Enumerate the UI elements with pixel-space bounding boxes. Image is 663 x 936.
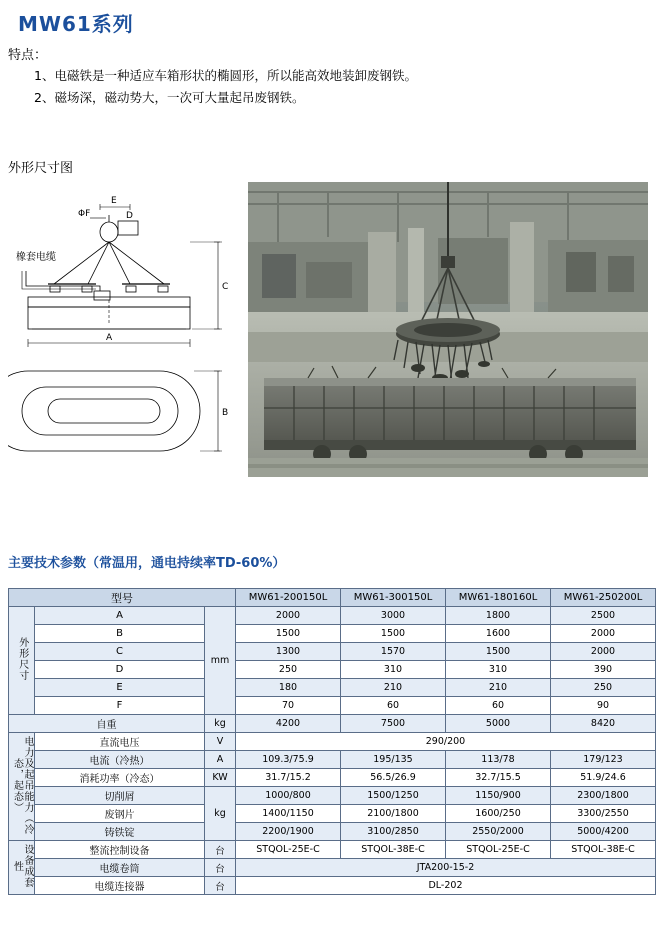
cell-value: STQOL-25E-C: [236, 841, 341, 859]
row-name: 消耗功率（冷态）: [35, 769, 205, 787]
cell-value: 4200: [236, 715, 341, 733]
cell-value: 2550/2000: [446, 823, 551, 841]
drawing-label-D: D: [126, 211, 133, 221]
group-label-accessories: 设备成套性: [9, 841, 35, 895]
cell-value: 56.5/26.9: [341, 769, 446, 787]
cell-value: 1800: [446, 607, 551, 625]
drawing-label-E: E: [111, 196, 117, 206]
cell-value: 2000: [551, 643, 656, 661]
cell-value: 1600: [446, 625, 551, 643]
cell-value: 109.3/75.9: [236, 751, 341, 769]
row-unit: A: [205, 751, 236, 769]
features-label: 特点：: [8, 48, 48, 63]
row-name: 自重: [9, 715, 205, 733]
cell-value: 2000: [236, 607, 341, 625]
table-row: [9, 805, 656, 823]
cell-value: 250: [236, 661, 341, 679]
cell-value: 60: [341, 697, 446, 715]
cell-value: 60: [446, 697, 551, 715]
row-name: 直流电压: [35, 733, 205, 751]
row-name: 铸铁锭: [35, 823, 205, 841]
row-name: 整流控制设备: [35, 841, 205, 859]
table-row: [9, 823, 656, 841]
specs-heading: 主要技术参数（常温用，通电持续率TD-60%）: [8, 556, 286, 571]
page-title: MW61系列: [18, 12, 134, 36]
table-row: [9, 679, 656, 697]
cell-value-merged: 290/200: [236, 733, 656, 751]
cell-value: 1500: [236, 625, 341, 643]
row-unit: kg: [205, 715, 236, 733]
row-name: B: [35, 625, 205, 643]
feature-item: 1、电磁铁是一种适应车箱形状的椭圆形，所以能高效地装卸废钢铁。: [34, 68, 417, 83]
dimension-drawing: [8, 185, 238, 475]
cell-value: 1500: [446, 643, 551, 661]
cell-value: 32.7/15.5: [446, 769, 551, 787]
cell-value: 1300: [236, 643, 341, 661]
row-unit: mm: [205, 607, 236, 715]
drawing-label-cable: 橡套电缆: [16, 252, 56, 263]
cell-value: 1570: [341, 643, 446, 661]
row-unit: KW: [205, 769, 236, 787]
row-name: 电缆连接器: [35, 877, 205, 895]
cell-value: 1500: [341, 625, 446, 643]
cell-value: 2500: [551, 607, 656, 625]
row-name: A: [35, 607, 205, 625]
cell-value: 180: [236, 679, 341, 697]
cell-value: 2200/1900: [236, 823, 341, 841]
cell-value: STQOL-38E-C: [341, 841, 446, 859]
header-model-4: MW61-250200L: [551, 589, 656, 607]
cell-value: 2300/1800: [551, 787, 656, 805]
table-row: [9, 733, 656, 751]
cell-value: 3000: [341, 607, 446, 625]
cell-value-merged: JTA200-15-2: [236, 859, 656, 877]
table-row: [9, 715, 656, 733]
cell-value: 70: [236, 697, 341, 715]
drawing-label-F: ΦF: [78, 209, 91, 219]
cell-value: 8420: [551, 715, 656, 733]
table-row: [9, 697, 656, 715]
row-name: 切削屑: [35, 787, 205, 805]
row-name: 废钢片: [35, 805, 205, 823]
cell-value: 310: [341, 661, 446, 679]
cell-value: 195/135: [341, 751, 446, 769]
spec-table: [8, 588, 656, 895]
row-unit: 台: [205, 859, 236, 877]
table-row: [9, 661, 656, 679]
photo-svg: [248, 182, 648, 477]
row-unit: 台: [205, 877, 236, 895]
cell-value: 210: [446, 679, 551, 697]
row-name: 电流（冷热）: [35, 751, 205, 769]
cell-value: 2000: [551, 625, 656, 643]
row-unit: kg: [205, 787, 236, 841]
cell-value: 7500: [341, 715, 446, 733]
cell-value: 113/78: [446, 751, 551, 769]
row-name: 电缆卷筒: [35, 859, 205, 877]
cell-value: 31.7/15.2: [236, 769, 341, 787]
cell-value-merged: DL-202: [236, 877, 656, 895]
cell-value: 1500/1250: [341, 787, 446, 805]
row-name: E: [35, 679, 205, 697]
cell-value: 51.9/24.6: [551, 769, 656, 787]
row-name: C: [35, 643, 205, 661]
header-model-label: 型号: [9, 589, 236, 607]
table-row: [9, 769, 656, 787]
drawing-label-A: A: [106, 333, 113, 343]
group-label-dimensions: 外形尺寸: [9, 607, 35, 715]
drawing-label-B: B: [222, 408, 229, 418]
header-model-1: MW61-200150L: [236, 589, 341, 607]
table-row: [9, 751, 656, 769]
row-name: F: [35, 697, 205, 715]
row-name: D: [35, 661, 205, 679]
dimension-drawing-heading: 外形尺寸图: [8, 161, 74, 176]
cell-value: 310: [446, 661, 551, 679]
cell-value: 3300/2550: [551, 805, 656, 823]
table-row: [9, 841, 656, 859]
feature-item: 2、磁场深，磁动势大，一次可大量起吊废钢铁。: [34, 90, 305, 105]
cell-value: 250: [551, 679, 656, 697]
cell-value: 1000/800: [236, 787, 341, 805]
cell-value: STQOL-38E-C: [551, 841, 656, 859]
table-row: [9, 607, 656, 625]
product-photo: [248, 182, 648, 477]
cell-value: 3100/2850: [341, 823, 446, 841]
cell-value: STQOL-25E-C: [446, 841, 551, 859]
cell-value: 1400/1150: [236, 805, 341, 823]
row-unit: V: [205, 733, 236, 751]
row-unit: 台: [205, 841, 236, 859]
cell-value: 1150/900: [446, 787, 551, 805]
cell-value: 2100/1800: [341, 805, 446, 823]
header-model-2: MW61-300150L: [341, 589, 446, 607]
table-header-row: [9, 589, 656, 607]
table-row: [9, 643, 656, 661]
table-row: [9, 859, 656, 877]
header-model-3: MW61-180160L: [446, 589, 551, 607]
group-label-electrical: 电力及起吊能力（冷态，起态）: [9, 733, 35, 841]
cell-value: 5000: [446, 715, 551, 733]
table-row: [9, 877, 656, 895]
drawing-label-C: C: [222, 282, 229, 292]
drawing-svg: [8, 185, 238, 475]
cell-value: 179/123: [551, 751, 656, 769]
table-row: [9, 787, 656, 805]
cell-value: 90: [551, 697, 656, 715]
cell-value: 5000/4200: [551, 823, 656, 841]
cell-value: 1600/250: [446, 805, 551, 823]
cell-value: 210: [341, 679, 446, 697]
table-row: [9, 625, 656, 643]
cell-value: 390: [551, 661, 656, 679]
